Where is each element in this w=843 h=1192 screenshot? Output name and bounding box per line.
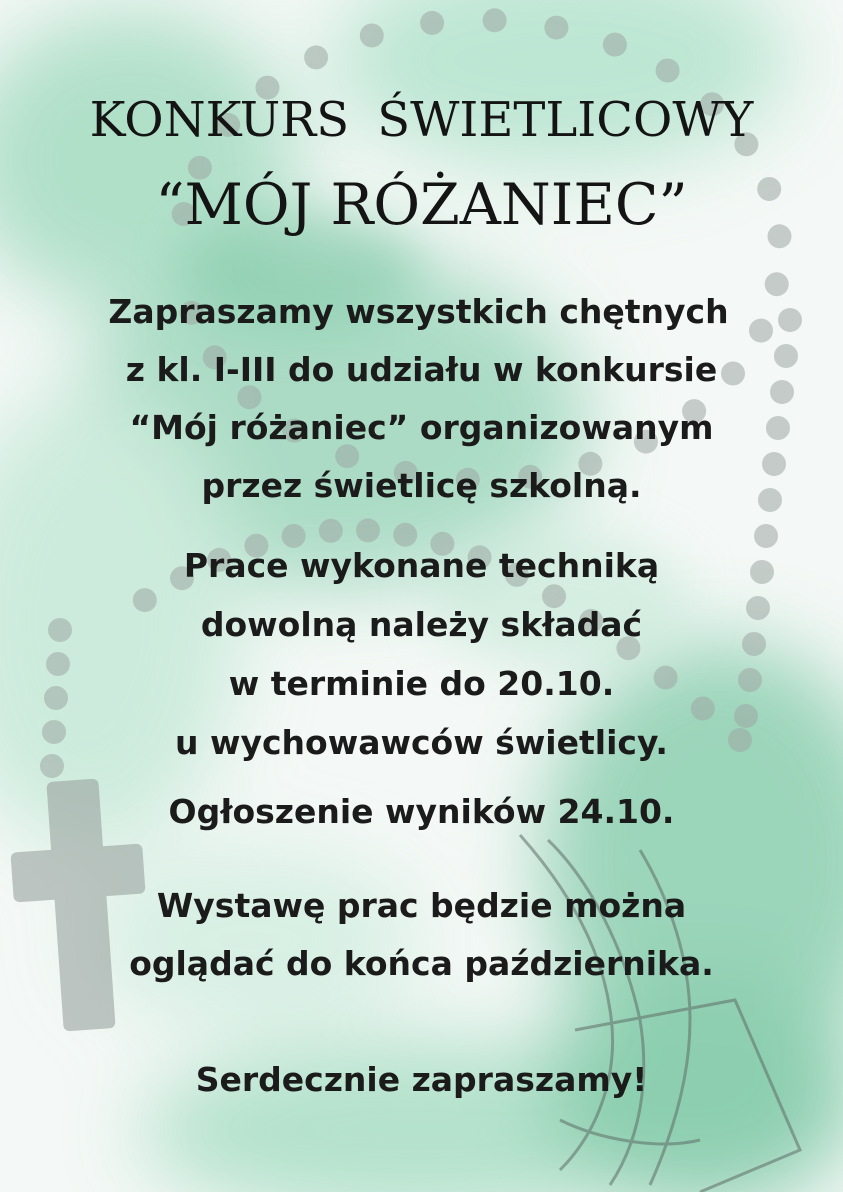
submission-line: u wychowawców świetlicy. [175, 723, 668, 762]
exhibition-line: oglądać do końca października. [129, 944, 714, 983]
intro-line: Zapraszamy wszystkich chętnych [108, 292, 729, 331]
poster-title-line2: “MÓJ RÓŻANIEC” [155, 172, 688, 238]
title-word-swietlicowy: ŚWIETLICOWY [377, 92, 754, 148]
exhibition-line: Wystawę prac będzie można [156, 886, 687, 925]
title-word-konkurs: KONKURS [89, 92, 350, 148]
closing-paragraph [0, 1056, 843, 1104]
submission-line: dowolną należy składać [200, 605, 643, 644]
closing-line: Serdecznie zapraszamy! [195, 1060, 648, 1099]
poster-title-line1 [0, 92, 843, 148]
intro-line: przez świetlicę szkolną. [201, 466, 642, 505]
intro-line: “Mój różaniec” organizowanym [129, 408, 714, 447]
exhibition-paragraph [0, 877, 843, 993]
submission-line: Prace wykonane techniką [183, 546, 660, 585]
submission-paragraph [0, 536, 843, 772]
results-paragraph [0, 788, 843, 836]
intro-line: z kl. I-III do udziału w konkursie [125, 350, 718, 389]
submission-line: w terminie do 20.10. [228, 664, 615, 703]
results-line: Ogłoszenie wyników 24.10. [168, 792, 675, 831]
intro-paragraph [0, 283, 843, 515]
